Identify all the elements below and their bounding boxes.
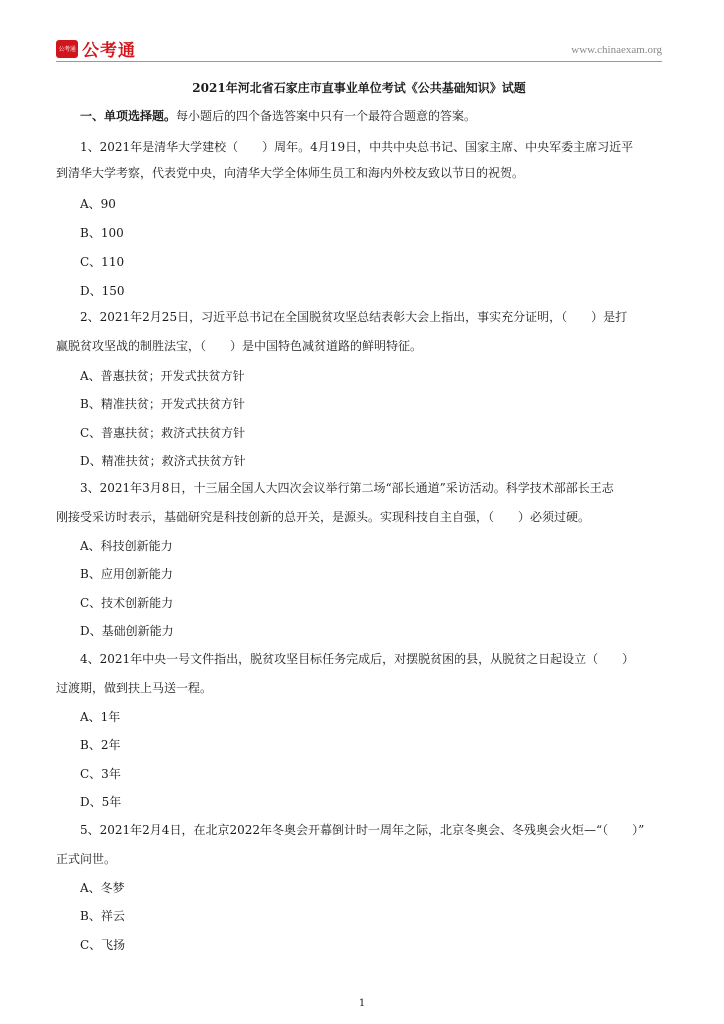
option-1d: D、150 (80, 284, 125, 298)
option-4c: C、3年 (80, 767, 121, 781)
option-3b: B、应用创新能力 (80, 567, 173, 581)
section-label: 一、单项选择题。 (80, 109, 177, 123)
document-title: 2021年河北省石家庄市直事业单位考试《公共基础知识》试题 (192, 81, 526, 95)
option-1a: A、90 (80, 197, 116, 211)
option-2c: C、普惠扶贫；救济式扶贫方针 (80, 426, 246, 440)
section-heading (80, 107, 476, 124)
option-1b: B、100 (80, 226, 124, 240)
option-2a: A、普惠扶贫；开发式扶贫方针 (80, 369, 245, 383)
question-5-line-2: 正式问世。 (56, 852, 117, 866)
question-1-line-1: 1、2021年是清华大学建校（ ）周年。4月19日，中共中央总书记、国家主席、中央军委主席习近平 (80, 140, 634, 154)
question-3-line-2: 刚接受采访时表示，基础研究是科技创新的总开关，是源头。实现科技自主自强，（ ）必须过硬。 (56, 510, 591, 524)
option-5b: B、祥云 (80, 909, 125, 923)
option-4a: A、1年 (80, 710, 121, 724)
option-1c: C、110 (80, 255, 125, 269)
question-2-line-2: 赢脱贫攻坚战的制胜法宝，（ ）是中国特色减贫道路的鲜明特征。 (56, 339, 423, 353)
question-1-line-2: 到清华大学考察，代表党中央，向清华大学全体师生员工和海内外校友致以节日的祝贺。 (56, 166, 525, 180)
brand-logo[interactable] (56, 36, 136, 61)
logo-text: 公考通 (82, 41, 136, 61)
logo-badge: 公考通 (56, 40, 78, 58)
question-2-line-1: 2、2021年2月25日，习近平总书记在全国脱贫攻坚总结表彰大会上指出，事实充分证明，（ ）是打 (80, 310, 628, 324)
site-url-link[interactable]: www.chinaexam.org (571, 44, 662, 56)
question-4-line-1: 4、2021年中央一号文件指出，脱贫攻坚目标任务完成后，对摆脱贫困的县，从脱贫之日起设立（ ） (80, 652, 635, 666)
option-5a: A、冬梦 (80, 881, 125, 895)
option-2b: B、精准扶贫；开发式扶贫方针 (80, 397, 245, 411)
page-header (56, 36, 662, 60)
question-5-line-1: 5、2021年2月4日，在北京2022年冬奥会开幕倒计时一周年之际，北京冬奥会、冬残奥会火炬—“（ ）” (80, 823, 645, 837)
option-3c: C、技术创新能力 (80, 596, 174, 610)
option-4d: D、5年 (80, 795, 122, 809)
option-5c: C、飞扬 (80, 938, 126, 952)
header-divider (56, 61, 662, 62)
section-instruction: 每小题后的四个备选答案中只有一个最符合题意的答案。 (176, 109, 477, 123)
option-2d: D、精准扶贫；救济式扶贫方针 (80, 454, 246, 468)
question-3-line-1: 3、2021年3月8日，十三届全国人大四次会议举行第二场“部长通道”采访活动。科学技术部部长王志 (80, 481, 614, 495)
option-3a: A、科技创新能力 (80, 539, 173, 553)
question-4-line-2: 过渡期，做到扶上马送一程。 (56, 681, 213, 695)
option-3d: D、基础创新能力 (80, 624, 174, 638)
option-4b: B、2年 (80, 738, 121, 752)
page-number: 1 (358, 998, 366, 1009)
